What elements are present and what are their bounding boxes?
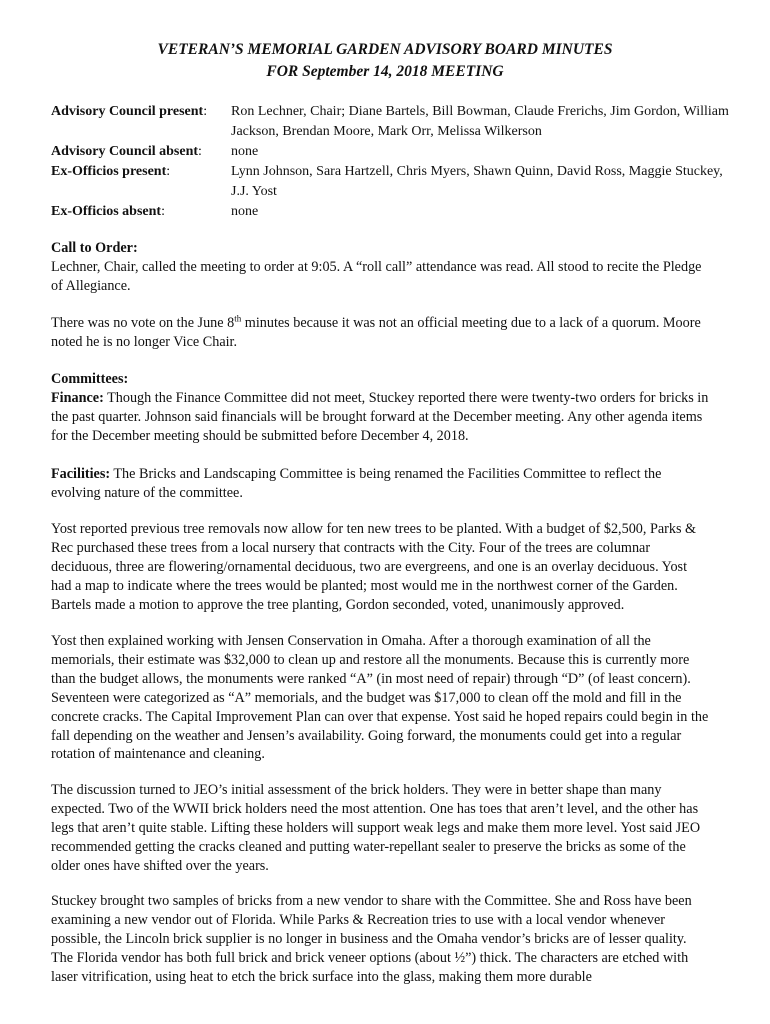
june-vote-text-end: minutes because it was not an official meeting due to a lack of a quorum. Moore noted he is no longer Vice Chair. [51,315,701,350]
facilities-text: The Bricks and Landscaping Committee is being renamed the Facilities Committee to reflect the evolving nature of the committee. [51,466,662,501]
finance-paragraph [51,389,711,446]
colon: : [203,104,208,119]
committees-section [51,370,711,446]
exofficio-absent-value: none [231,204,259,219]
colon: : [161,204,165,219]
june-vote-paragraph [51,314,711,352]
ordinal-suffix: th [234,313,242,324]
trees-paragraph: Yost reported previous tree removals now allow for ten new trees to be planted. With a budget of $2,500, Parks & Rec purchased these trees from a local nursery that contracts with the City. Four of the trees are columnar deciduous, three are flowering/ornamental deciduous, two are evergreens, and one is an overlay deciduous. Yost had a map to indicate where the trees would be planted; most would me in the northwest corner of the Garden. Bartels made a motion to approve the tree planting, Gordon seconded, voted, unanimously approved. [51,521,697,613]
jensen-paragraph: Yost then explained working with Jensen Conservation in Omaha. After a thorough examination of all the memorials, their estimate was $32,000 to clean up and restore all the monuments. Because this is currently more than the budget allows, the monuments were ranked “A” (in most need of repair) through “D” (of least concern). Seventeen were categorized as “A” memorials, and the budget was $17,000 to clean off the mold and fill in the concrete cracks. The Capital Improvement Plan can over that expense. Yost said he hoped repairs could begin in the fall depending on the weather and Jensen’s availability. Going forward, the monuments could get into a regular rotation of maintenance and cleaning. [51,633,709,763]
council-absent-value: none [231,144,259,159]
call-to-order-section [51,239,711,296]
colon: : [166,164,171,179]
document-title: VETERAN’S MEMORIAL GARDEN ADVISORY BOARD MINUTES [157,41,613,58]
jeo-paragraph: The discussion turned to JEO’s initial assessment of the brick holders. They were in better shape than many expected. Two of the WWII brick holders need the most attention. One has toes that aren’t level, and the other has legs that aren’t quite stable. Lifting these holders will support weak legs and make them more level. Yost said JEO recommended getting the cracks cleaned and putting water-repellant sealer to preserve the bricks as some of the older ones have shifted over the years. [51,782,701,874]
facilities-paragraph [51,465,711,503]
call-to-order-heading: Call to Order: [51,240,138,256]
finance-label: Finance: [51,389,104,406]
exofficio-present-value: Lynn Johnson, Sara Hartzell, Chris Myers, Shawn Quinn, David Ross, Maggie Stuckey, J.J. Yost [231,164,723,199]
council-present-label: Advisory Council present [51,104,204,119]
facilities-label: Facilities: [51,466,111,482]
exofficio-absent-label: Ex-Officios absent [51,204,162,219]
finance-text: Though the Finance Committee did not meet, Stuckey reported there were twenty-two orders for bricks in the past quarter. Johnson said financials will be brought forward at the December meeting. Any other agenda items for the December meeting should be submitted before December 4, 2018. [51,389,709,444]
exofficio-present-label: Ex-Officios present [51,164,167,179]
council-present-value: Ron Lechner, Chair; Diane Bartels, Bill Bowman, Claude Frerichs, Jim Gordon, William Jackson, Brendan Moore, Mark Orr, Melissa Wilkerson [231,104,729,139]
council-absent-label: Advisory Council absent [51,144,199,159]
stuckey-paragraph: Stuckey brought two samples of bricks from a new vendor to share with the Committee. She and Ross have been examining a new vendor out of Florida. While Parks & Recreation tries to use with a local vendor whenever possible, the Lincoln brick supplier is no longer in business and the Omaha vendor’s bricks are of lesser quality. The Florida vendor has both full brick and brick veneer options (about ½”) thick. The characters are etched with laser vitrification, using heat to etch the brick surface into the glass, making them more durable [51,893,692,985]
call-to-order-text: Lechner, Chair, called the meeting to order at 9:05. A “roll call” attendance was read. All stood to recite the Pledge of Allegiance. [51,258,702,294]
colon: : [198,144,202,159]
committees-heading: Committees: [51,371,129,387]
june-vote-text-start: There was no vote on the June 8 [51,315,235,331]
document-subtitle: FOR September 14, 2018 MEETING [266,63,504,80]
